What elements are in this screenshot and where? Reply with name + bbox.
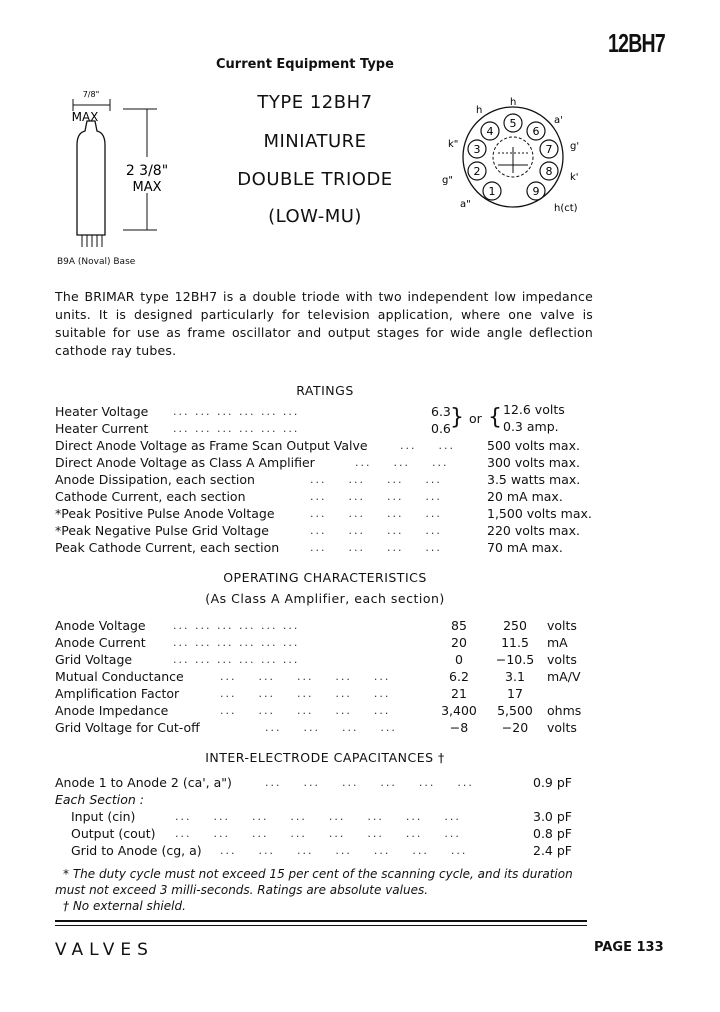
leader-dots: ... ... ... ... ... ... (173, 653, 300, 666)
row-value: 3.0 pF (533, 809, 572, 824)
value-low: 0 (455, 652, 463, 667)
operating-row (55, 617, 615, 634)
pin-number-1: 1 (488, 185, 496, 198)
row-label: Amplification Factor (55, 686, 180, 701)
row-label: Anode Dissipation, each section (55, 472, 255, 487)
dim-top-value: 7/8" (82, 90, 100, 99)
each-section-label: Each Section : (55, 792, 144, 807)
operating-row (55, 668, 615, 685)
row-value: 0.6 (431, 421, 451, 436)
pin-number-8: 8 (545, 165, 553, 178)
leader-dots: ... ... (400, 439, 455, 452)
value-high: −20 (501, 720, 529, 735)
leader-dots: ... ... ... ... (310, 473, 442, 486)
value-low: 3,400 (441, 703, 477, 718)
row-label: Mutual Conductance (55, 669, 184, 684)
footer-rule-thin (55, 925, 587, 926)
footnote-no-shield: † No external shield. (63, 899, 186, 913)
title-type: TYPE 12BH7 (257, 92, 373, 113)
pin-label-g-prime: g' (570, 141, 580, 152)
row-value: 300 volts max. (487, 455, 580, 470)
value-high: 5,500 (497, 703, 533, 718)
alt-heater-current: 0.3 amp. (503, 419, 559, 434)
footer-section-label: VALVES (55, 940, 154, 960)
row-label: *Peak Negative Pulse Grid Voltage (55, 523, 269, 538)
row-label: Grid to Anode (cg, a) (71, 843, 202, 858)
row-label: Direct Anode Voltage as Frame Scan Output Valve (55, 438, 368, 453)
value-high: 11.5 (501, 635, 529, 650)
dim-side-label: MAX (132, 180, 162, 195)
pin-number-7: 7 (545, 143, 553, 156)
leader-dots: ... ... ... ... ... ... ... ... (175, 810, 461, 823)
dim-side-value: 2 3/8" (125, 163, 169, 179)
base-caption: B9A (Noval) Base (57, 257, 136, 267)
valve-outline-drawing (55, 85, 175, 255)
capacitances-heading: INTER-ELECTRODE CAPACITANCES † (205, 750, 445, 765)
row-value: 0.8 pF (533, 826, 572, 841)
brace-left: } (450, 405, 464, 430)
unit: ohms (547, 703, 582, 718)
pin-number-2: 2 (473, 165, 481, 178)
ratings-row (55, 505, 615, 522)
operating-row (55, 651, 615, 668)
row-label: Peak Cathode Current, each section (55, 540, 280, 555)
title-miniature: MINIATURE (263, 131, 367, 152)
value-high: −10.5 (495, 652, 535, 667)
row-label: Anode 1 to Anode 2 (ca', a") (55, 775, 232, 790)
row-value: 1,500 volts max. (487, 506, 592, 521)
row-value: 6.3 (431, 404, 451, 419)
row-label: Heater Voltage (55, 404, 149, 419)
capacitance-row (55, 825, 615, 842)
leader-dots: ... ... ... ... ... ... ... (220, 844, 468, 857)
row-label: Anode Current (55, 635, 146, 650)
unit: mA/V (547, 669, 581, 684)
capacitance-row (55, 808, 615, 825)
leader-dots: ... ... ... ... ... ... (173, 619, 300, 632)
row-value: 2.4 pF (533, 843, 572, 858)
title-low-mu: (LOW-MU) (268, 206, 362, 227)
leader-dots: ... ... ... ... ... (220, 687, 391, 700)
pin-label-h-ct: h(ct) (554, 203, 578, 214)
leader-dots: ... ... ... ... ... ... ... ... (175, 827, 461, 840)
ratings-row (55, 437, 615, 454)
unit: mA (547, 635, 568, 650)
unit: volts (547, 618, 577, 633)
page-number: PAGE 133 (594, 940, 664, 955)
pin-number-3: 3 (473, 143, 481, 156)
row-label: Cathode Current, each section (55, 489, 246, 504)
value-low: 20 (451, 635, 467, 650)
row-label: Grid Voltage (55, 652, 133, 667)
pin-number-9: 9 (532, 185, 540, 198)
pin-label-k-double: k" (448, 139, 459, 150)
row-label: Anode Voltage (55, 618, 146, 633)
ratings-row (55, 471, 615, 488)
or-text: or (469, 411, 482, 426)
value-high: 17 (507, 686, 523, 701)
leader-dots: ... ... ... ... ... (220, 670, 391, 683)
row-label: Grid Voltage for Cut-off (55, 720, 200, 735)
value-low: −8 (449, 720, 469, 735)
row-value: 220 volts max. (487, 523, 580, 538)
row-label: Heater Current (55, 421, 149, 436)
value-low: 6.2 (449, 669, 469, 684)
brace-right: { (488, 405, 502, 430)
ratings-row (55, 488, 615, 505)
operating-row (55, 702, 615, 719)
value-low: 21 (451, 686, 467, 701)
footer-rule-top (55, 920, 587, 922)
row-value: 3.5 watts max. (487, 472, 581, 487)
row-label: Direct Anode Voltage as Class A Amplifier (55, 455, 315, 470)
pin-label-g-double: g" (442, 175, 453, 186)
pin-label-a-prime: a' (554, 115, 563, 126)
alt-heater-voltage: 12.6 volts (503, 402, 565, 417)
pin-number-6: 6 (532, 125, 540, 138)
leader-dots: ... ... ... ... ... ... (173, 422, 300, 435)
leader-dots: ... ... ... (355, 456, 449, 469)
leader-dots: ... ... ... ... (310, 507, 442, 520)
pin-label-h-left: h (476, 105, 483, 116)
title-double-triode: DOUBLE TRIODE (237, 169, 393, 190)
ratings-row (55, 522, 615, 539)
value-high: 3.1 (505, 669, 525, 684)
capacitance-row (55, 842, 615, 859)
leader-dots: ... ... ... ... ... ... (173, 636, 300, 649)
intro-paragraph: The BRIMAR type 12BH7 is a double triode with two independent low impedance units. It is designed particularly for television application, where one valve is suitable for use as frame oscillator and output stages for wide angle deflection cathode ray tubes. (55, 289, 593, 358)
row-label: Input (cin) (71, 809, 136, 824)
pin-label-k-prime: k' (570, 172, 579, 183)
pin-connection-diagram (440, 95, 600, 225)
pin-number-5: 5 (509, 117, 517, 130)
ratings-heading: RATINGS (296, 383, 354, 398)
footnote-duty-cycle: * The duty cycle must not exceed 15 per cent of the scanning cycle, and its duration must not exceed 3 milli-seconds. Ratings are absolute values. (55, 867, 573, 897)
corner-type-tag: 12BH7 (608, 28, 665, 58)
pin-number-4: 4 (486, 125, 494, 138)
unit: volts (547, 652, 577, 667)
leader-dots: ... ... ... ... ... (220, 704, 391, 717)
ratings-row (55, 539, 615, 556)
row-label: Output (cout) (71, 826, 156, 841)
row-label: Anode Impedance (55, 703, 169, 718)
leader-dots: ... ... ... ... (310, 541, 442, 554)
unit: volts (547, 720, 577, 735)
operating-row (55, 719, 615, 736)
leader-dots: ... ... ... ... ... ... (265, 776, 474, 789)
operating-row (55, 685, 615, 702)
row-value: 0.9 pF (533, 775, 572, 790)
dim-top-label: MAX (71, 110, 99, 124)
ratings-row (55, 454, 615, 471)
pin-label-a-double: a" (460, 199, 471, 210)
pin-label-h-top: h (510, 97, 517, 108)
leader-dots: ... ... ... ... ... ... (173, 405, 300, 418)
leader-dots: ... ... ... ... (310, 524, 442, 537)
equipment-type-heading: Current Equipment Type (216, 57, 394, 72)
row-value: 70 mA max. (487, 540, 563, 555)
capacitance-row (55, 774, 615, 791)
row-value: 500 volts max. (487, 438, 580, 453)
row-label: *Peak Positive Pulse Anode Voltage (55, 506, 275, 521)
row-value: 20 mA max. (487, 489, 563, 504)
operating-subheading: (As Class A Amplifier, each section) (205, 591, 445, 606)
leader-dots: ... ... ... ... (265, 721, 397, 734)
value-low: 85 (451, 618, 467, 633)
footnotes (55, 866, 600, 914)
value-high: 250 (503, 618, 527, 633)
leader-dots: ... ... ... ... (310, 490, 442, 503)
operating-heading: OPERATING CHARACTERISTICS (223, 570, 427, 585)
each-section-label-row (55, 791, 615, 808)
operating-row (55, 634, 615, 651)
